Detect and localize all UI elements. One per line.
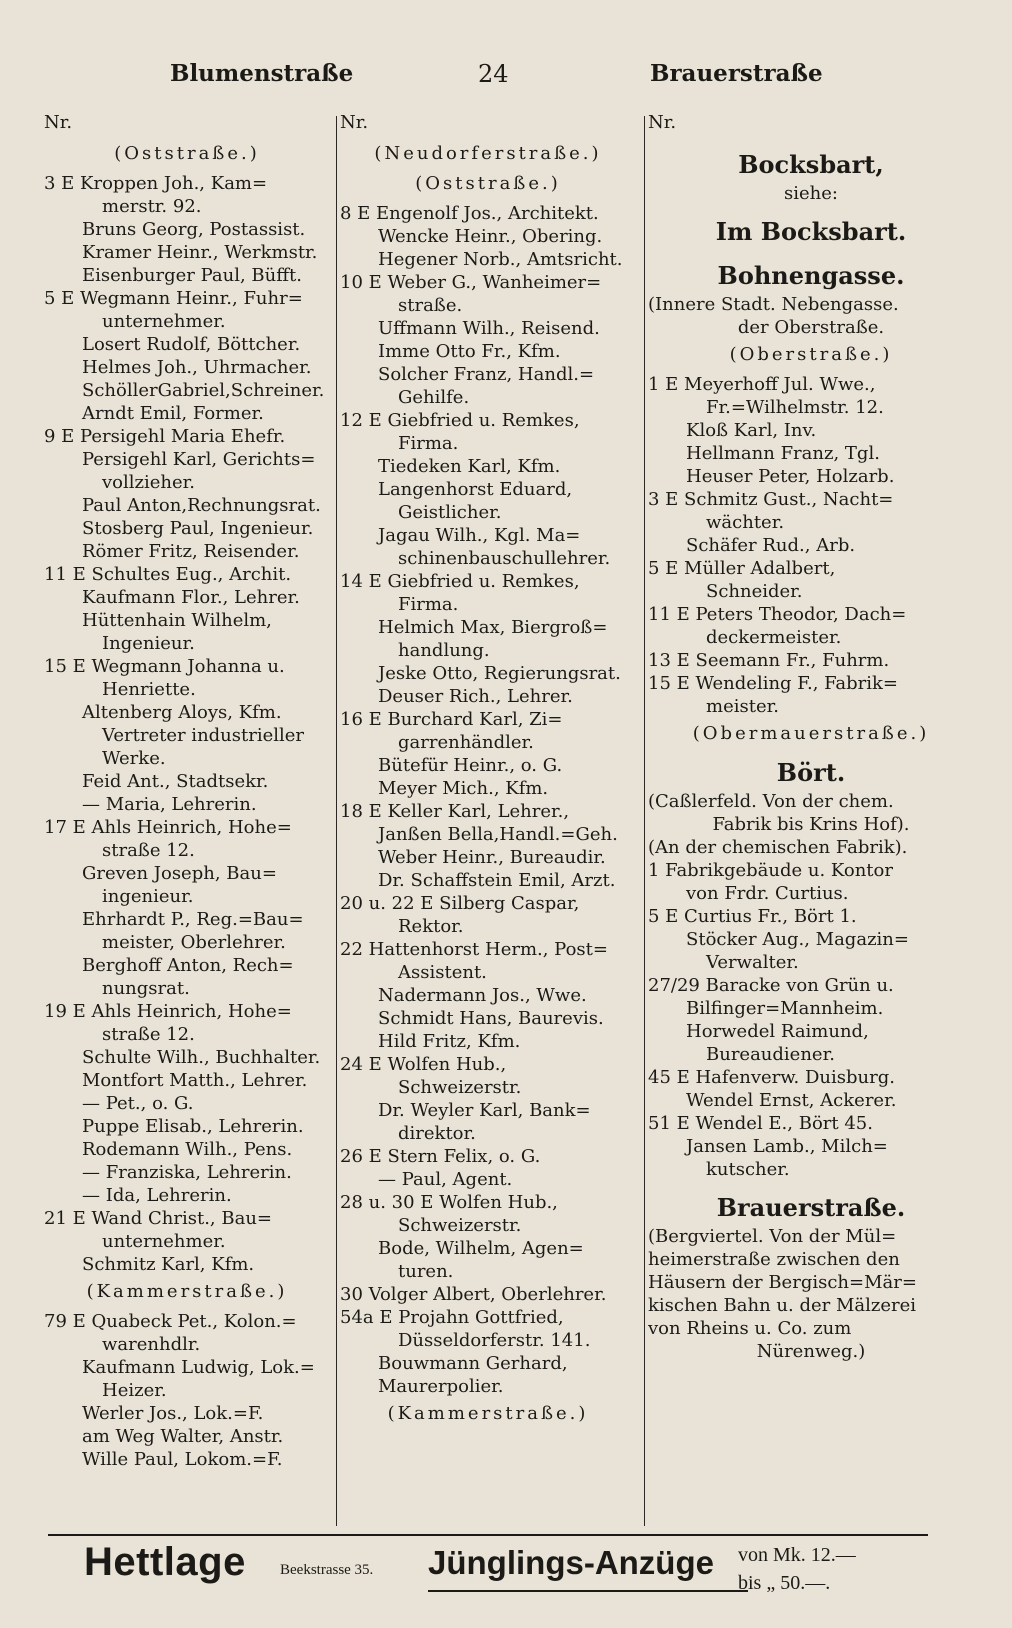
street-heading: Bocksbart, [738,150,884,179]
entry-line: 26 E Stern Felix, o. G. [340,1146,541,1167]
entry-line: Altenberg Aloys, Kfm. [82,702,282,723]
street-heading: Bohnengasse. [717,261,905,290]
entry-line: Bilfinger=Mannheim. [686,998,884,1019]
ad-brand: Hettlage [84,1540,246,1584]
entry-line: Häusern der Bergisch=Mär= [648,1272,917,1293]
entry-line: Dr. Weyler Karl, Bank= [378,1100,591,1121]
entry-line: 30 Volger Albert, Oberlehrer. [340,1284,607,1305]
entry-line: (An der chemischen Fabrik). [648,837,908,858]
entry-line: Schulte Wilh., Buchhalter. [82,1047,321,1068]
entry-line: Firma. [398,594,459,615]
entry-line: Schweizerstr. [398,1077,522,1098]
entry-line: Assistent. [398,962,487,983]
entry-line: Feid Ant., Stadtsekr. [82,771,269,792]
entry-line: Solcher Franz, Handl.= [378,364,595,385]
entry-line: 1 E Meyerhoff Jul. Wwe., [648,374,876,395]
entry-line: 51 E Wendel E., Bört 45. [648,1113,873,1134]
street-heading: Bört. [776,758,846,787]
entry-line: Geistlicher. [398,502,502,523]
entry-line: Losert Rudolf, Böttcher. [82,334,301,355]
entry-line: Dr. Schaffstein Emil, Arzt. [378,870,616,891]
entry-line: Stöcker Aug., Magazin= [686,929,909,950]
entry-line: Paul Anton,Rechnungsrat. [82,495,321,516]
entry-line: Hellmann Franz, Tgl. [686,443,880,464]
entry-line: Römer Fritz, Reisender. [82,541,300,562]
section-subheading: (Oberstraße.) [729,344,893,365]
entry-line: 19 E Ahls Heinrich, Hohe= [44,1001,292,1022]
entry-line: 16 E Burchard Karl, Zi= [340,709,563,730]
entry-line: 14 E Giebfried u. Remkes, [340,571,580,592]
entry-line: 54a E Projahn Gottfried, [340,1307,564,1328]
entry-line: unternehmer. [102,1231,226,1252]
entry-line: Janßen Bella,Handl.=Geh. [378,824,618,845]
ad-price-from: von Mk. 12.— [738,1544,856,1566]
entry-line: 79 E Quabeck Pet., Kolon.= [44,1311,297,1332]
entry-line: Firma. [398,433,459,454]
entry-line: Heuser Peter, Holzarb. [686,466,895,487]
entry-line: 15 E Wegmann Johanna u. [44,656,285,677]
entry-line: meister. [706,696,779,717]
entry-line: — Pet., o. G. [82,1093,194,1114]
entry-line: Meyer Mich., Kfm. [378,778,549,799]
entry-line: kischen Bahn u. der Mälzerei [648,1295,917,1316]
entry-line: Fr.=Wilhelmstr. 12. [706,397,884,418]
entry-line: garrenhändler. [398,732,534,753]
entry-line: straße 12. [102,840,195,861]
column-3 [648,108,974,1532]
entry-line: handlung. [398,640,490,661]
section-subheading: (Kammerstraße.) [86,1281,288,1302]
entry-line: Schmitz Karl, Kfm. [82,1254,255,1275]
entry-line: Maurerpolier. [378,1376,504,1397]
entry-line: vollzieher. [102,472,196,493]
entry-line: deckermeister. [706,627,842,648]
entry-line: Persigehl Karl, Gerichts= [82,449,316,470]
entry-line: — Maria, Lehrerin. [82,794,257,815]
entry-line: Stosberg Paul, Ingenieur. [82,518,314,539]
entry-line: meister, Oberlehrer. [102,932,286,953]
entry-line: 15 E Wendeling F., Fabrik= [648,673,899,694]
entry-line: Kaufmann Ludwig, Lok.= [82,1357,315,1378]
entry-line: 24 E Wolfen Hub., [340,1054,507,1075]
section-subheading: (Neudorferstraße.) [374,143,602,164]
entry-line: unternehmer. [102,311,226,332]
entry-line: 22 Hattenhorst Herm., Post= [340,939,608,960]
entry-line: — Franziska, Lehrerin. [82,1162,292,1183]
entry-line: kutscher. [706,1159,790,1180]
entry-line: Hegener Norb., Amtsricht. [378,249,623,270]
entry-line: von Frdr. Curtius. [686,883,849,904]
entry-line: (Bergviertel. Von der Mül= [648,1226,897,1247]
section-subheading: (Oststraße.) [114,143,260,164]
entry-line: Weber Heinr., Bureaudir. [378,847,606,868]
entry-line: Gehilfe. [398,387,470,408]
ad-price-to: bis „ 50.—. [738,1572,831,1594]
entry-line: 9 E Persigehl Maria Ehefr. [44,426,286,447]
section-subheading: (Kammerstraße.) [387,1403,589,1424]
entry-line: Fabrik bis Krins Hof). [712,814,910,835]
street-heading: Im Bocksbart. [715,217,907,246]
ad-product: Jünglings-Anzüge [428,1544,714,1581]
entry-line: Kloß Karl, Inv. [686,420,817,441]
entry-line: Bureaudiener. [706,1044,835,1065]
entry-line: Deuser Rich., Lehrer. [378,686,573,707]
entry-line: Jansen Lamb., Milch= [686,1136,888,1157]
entry-line: 3 E Schmitz Gust., Nacht= [648,489,894,510]
entry-line: Bütefür Heinr., o. G. [378,755,563,776]
page-number: 24 [478,60,509,88]
entry-line: nungsrat. [102,978,190,999]
entry-line: 11 E Schultes Eug., Archit. [44,564,292,585]
entry-line: 21 E Wand Christ., Bau= [44,1208,272,1229]
entry-line: Schneider. [706,581,803,602]
entry-line: Schweizerstr. [398,1215,522,1236]
entry-line: Rektor. [398,916,464,937]
ad-address: Beekstrasse 35. [280,1562,374,1578]
column-1 [44,108,330,1532]
entry-line: — Ida, Lehrerin. [82,1185,232,1206]
column-2 [340,108,636,1532]
entry-line: siehe: [784,183,838,204]
entry-line: 1 Fabrikgebäude u. Kontor [648,860,893,881]
entry-line: Tiedeken Karl, Kfm. [378,456,561,477]
entry-line: Imme Otto Fr., Kfm. [378,341,561,362]
entry-line: Jagau Wilh., Kgl. Ma= [378,525,581,546]
entry-line: Greven Joseph, Bau= [82,863,277,884]
entry-line: Hüttenhain Wilhelm, [82,610,272,631]
entry-line: Bouwmann Gerhard, [378,1353,568,1374]
entry-line: 18 E Keller Karl, Lehrer., [340,801,570,822]
entry-line: Uffmann Wilh., Reisend. [378,318,600,339]
entry-line: Schäfer Rud., Arb. [686,535,856,556]
entry-line: ingenieur. [102,886,194,907]
entry-line: Puppe Elisab., Lehrerin. [82,1116,304,1137]
entry-line: Bode, Wilhelm, Agen= [378,1238,584,1259]
column-number-header: Nr. [648,112,677,133]
entry-line: Schmidt Hans, Baurevis. [378,1008,604,1029]
entry-line: 5 E Curtius Fr., Bört 1. [648,906,857,927]
entry-line: 5 E Wegmann Heinr., Fuhr= [44,288,303,309]
entry-line: Helmich Max, Biergroß= [378,617,608,638]
entry-line: straße. [398,295,463,316]
entry-line: — Paul, Agent. [378,1169,513,1190]
entry-line: von Rheins u. Co. zum [648,1318,852,1339]
entry-line: 20 u. 22 E Silberg Caspar, [340,893,580,914]
entry-line: schinenbauschullehrer. [398,548,611,569]
entry-line: Nürenweg.) [756,1341,866,1362]
entry-line: Helmes Joh., Uhrmacher. [82,357,312,378]
header-right-street: Brauerstraße [650,60,823,87]
entry-line: Jeske Otto, Regierungsrat. [378,663,621,684]
header-left-street: Blumenstraße [170,60,354,87]
entry-line: wächter. [706,512,785,533]
entry-line: 5 E Müller Adalbert, [648,558,836,579]
entry-line: Langenhorst Eduard, [378,479,573,500]
entry-line: (Caßlerfeld. Von der chem. [648,791,894,812]
entry-line: Werler Jos., Lok.=F. [82,1403,264,1424]
entry-line: 3 E Kroppen Joh., Kam= [44,173,268,194]
entry-line: Rodemann Wilh., Pens. [82,1139,293,1160]
column-number-header: Nr. [340,112,369,133]
entry-line: 28 u. 30 E Wolfen Hub., [340,1192,558,1213]
entry-line: (Innere Stadt. Nebengasse. [648,294,899,315]
footer-divider [48,1534,928,1536]
entry-line: am Weg Walter, Anstr. [82,1426,284,1447]
entry-line: SchöllerGabriel,Schreiner. [82,380,325,401]
entry-line: Montfort Matth., Lehrer. [82,1070,308,1091]
column-divider [644,116,645,1526]
entry-line: 11 E Peters Theodor, Dach= [648,604,907,625]
column-divider [336,116,337,1526]
entry-line: 45 E Hafenverw. Duisburg. [648,1067,895,1088]
entry-line: Heizer. [102,1380,167,1401]
entry-line: Berghoff Anton, Rech= [82,955,294,976]
column-number-header: Nr. [44,112,73,133]
entry-line: heimerstraße zwischen den [648,1249,900,1270]
entry-line: Verwalter. [706,952,799,973]
entry-line: Horwedel Raimund, [686,1021,869,1042]
ad-underline [428,1590,748,1592]
entry-line: merstr. 92. [102,196,202,217]
entry-line: Düsseldorferstr. 141. [398,1330,591,1351]
entry-line: warenhdlr. [102,1334,201,1355]
entry-line: der Oberstraße. [737,317,885,338]
entry-line: Kaufmann Flor., Lehrer. [82,587,300,608]
entry-line: direktor. [398,1123,476,1144]
entry-line: Nadermann Jos., Wwe. [378,985,587,1006]
entry-line: 17 E Ahls Heinrich, Hohe= [44,817,292,838]
entry-line: 10 E Weber G., Wanheimer= [340,272,602,293]
entry-line: Arndt Emil, Former. [82,403,264,424]
entry-line: turen. [398,1261,454,1282]
section-subheading: (Oststraße.) [415,173,561,194]
entry-line: 13 E Seemann Fr., Fuhrm. [648,650,890,671]
entry-line: 27/29 Baracke von Grün u. [648,975,894,996]
entry-line: straße 12. [102,1024,195,1045]
section-subheading: (Obermauerstraße.) [692,723,930,744]
advertisement [48,1540,948,1610]
street-heading: Brauerstraße. [716,1193,906,1222]
entry-line: Vertreter industrieller [102,725,305,746]
entry-line: Werke. [102,748,166,769]
entry-line: Eisenburger Paul, Büfft. [82,265,302,286]
entry-line: Kramer Heinr., Werkmstr. [82,242,318,263]
entry-line: Wencke Heinr., Obering. [378,226,603,247]
entry-line: Wille Paul, Lokom.=F. [82,1449,283,1470]
entry-line: Bruns Georg, Postassist. [82,219,306,240]
entry-line: 12 E Giebfried u. Remkes, [340,410,580,431]
entry-line: Henriette. [102,679,196,700]
running-head [40,60,980,100]
entry-line: 8 E Engenolf Jos., Architekt. [340,203,599,224]
entry-line: Hild Fritz, Kfm. [378,1031,521,1052]
entry-line: Wendel Ernst, Ackerer. [686,1090,897,1111]
entry-line: Ingenieur. [102,633,195,654]
directory-columns [40,108,980,1532]
entry-line: Ehrhardt P., Reg.=Bau= [82,909,304,930]
